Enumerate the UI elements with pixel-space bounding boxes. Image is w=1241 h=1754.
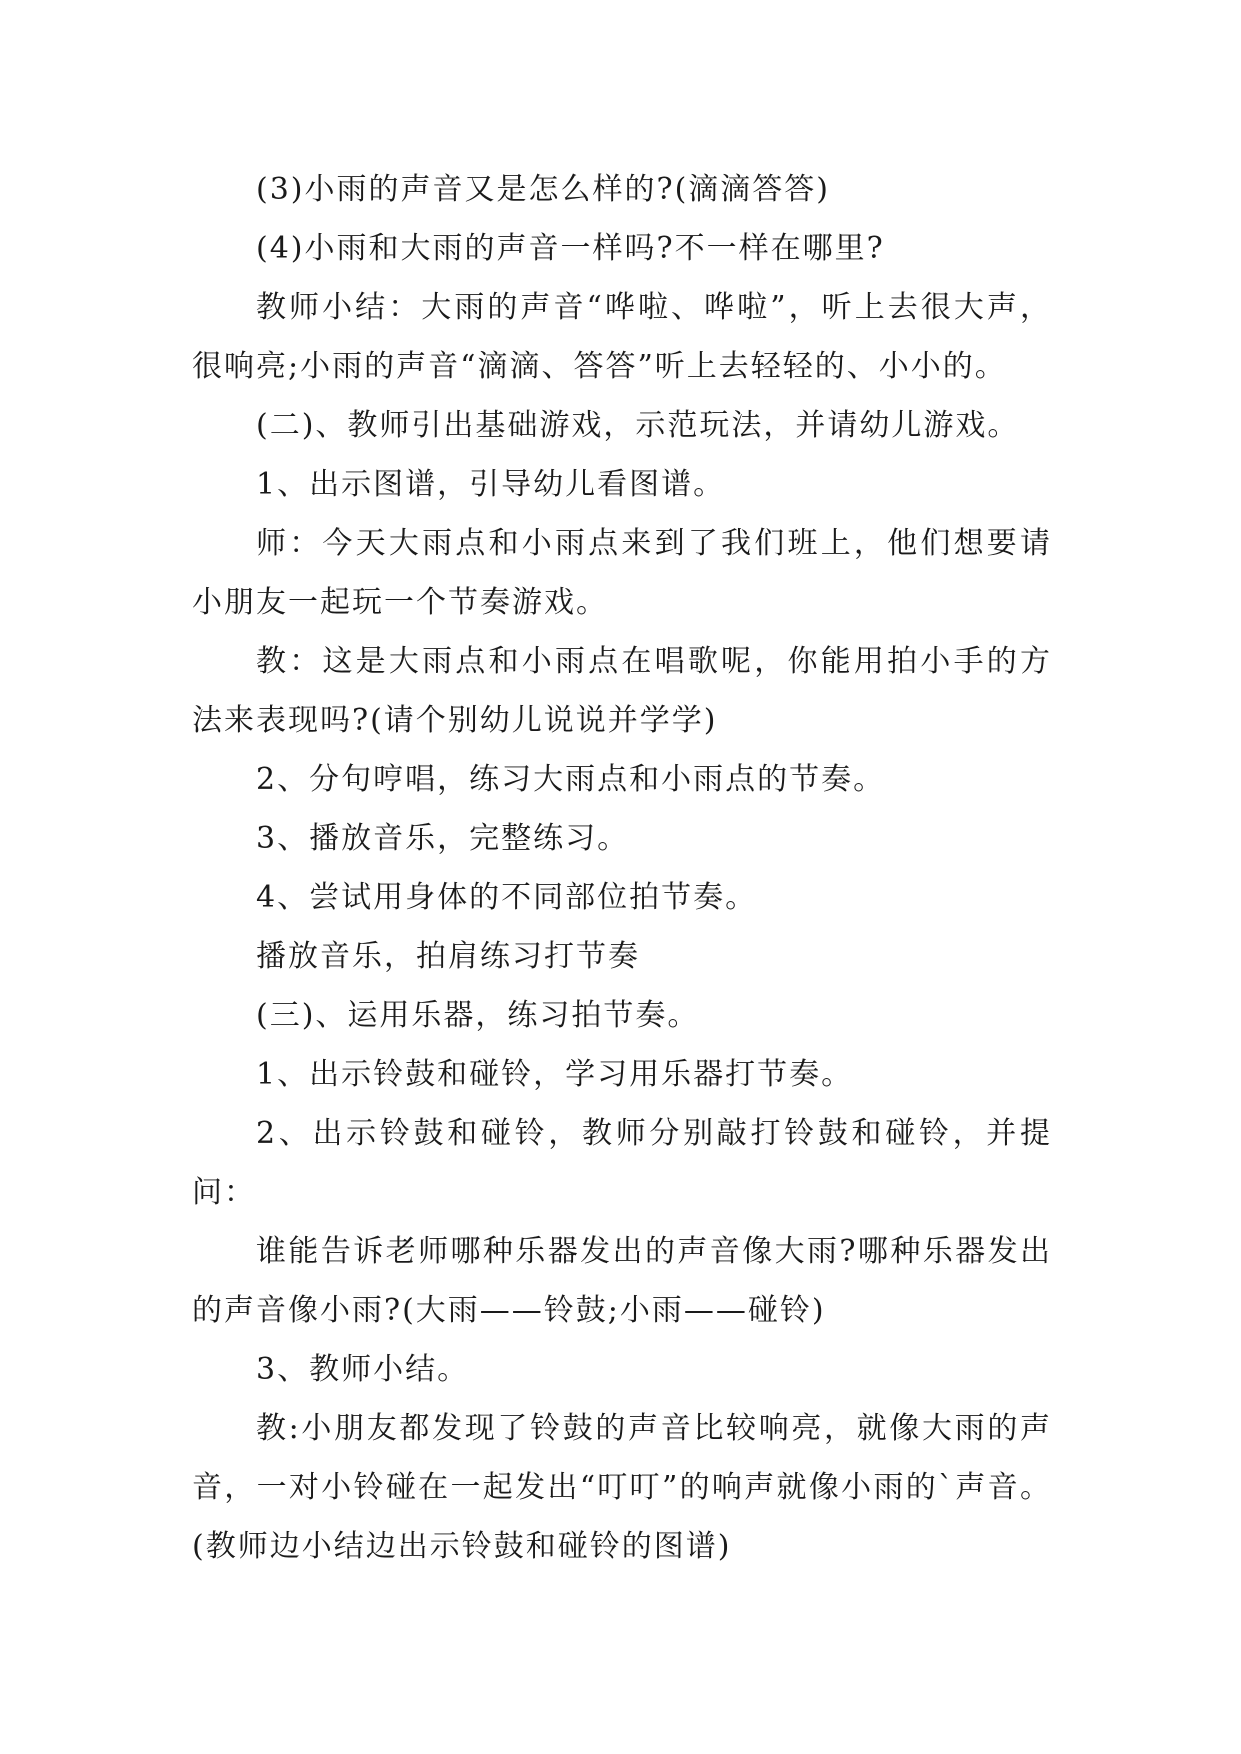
paragraph: (3)小雨的声音又是怎么样的?(滴滴答答)	[256, 172, 830, 207]
paragraph: 教师小结：大雨的声音“哗啦、哗啦”，听上去很大声，很响亮;小雨的声音“滴滴、答答”听上去轻轻的、小小的。	[192, 290, 1052, 384]
paragraph: 3、播放音乐，完整练习。	[256, 821, 630, 856]
paragraph: 师：今天大雨点和小雨点来到了我们班上，他们想要请小朋友一起玩一个节奏游戏。	[192, 526, 1052, 620]
paragraph: 2、分句哼唱，练习大雨点和小雨点的节奏。	[256, 762, 886, 797]
paragraph: (三)、运用乐器，练习拍节奏。	[256, 998, 700, 1033]
paragraph: 1、出示铃鼓和碰铃，学习用乐器打节奏。	[256, 1057, 854, 1092]
paragraph: 播放音乐，拍肩练习打节奏	[256, 939, 640, 974]
paragraph: 1、出示图谱，引导幼儿看图谱。	[256, 467, 726, 502]
paragraph: 教：这是大雨点和小雨点在唱歌呢，你能用拍小手的方法来表现吗?(请个别幼儿说说并学学)	[192, 644, 1052, 738]
paragraph: 谁能告诉老师哪种乐器发出的声音像大雨?哪种乐器发出的声音像小雨?(大雨——铃鼓;小雨——碰铃)	[192, 1234, 1052, 1328]
paragraph: (二)、教师引出基础游戏，示范玩法，并请幼儿游戏。	[256, 408, 1020, 443]
paragraph: 教:小朋友都发现了铃鼓的声音比较响亮，就像大雨的声音，一对小铃碰在一起发出“叮叮”的响声就像小雨的`声音。(教师边小结边出示铃鼓和碰铃的图谱)	[192, 1411, 1052, 1564]
paragraph: (4)小雨和大雨的声音一样吗?不一样在哪里?	[256, 231, 885, 266]
document-body	[192, 160, 1052, 1576]
paragraph: 3、教师小结。	[256, 1352, 470, 1387]
paragraph: 2、出示铃鼓和碰铃，教师分别敲打铃鼓和碰铃，并提问：	[192, 1116, 1052, 1210]
paragraph: 4、尝试用身体的不同部位拍节奏。	[256, 880, 758, 915]
